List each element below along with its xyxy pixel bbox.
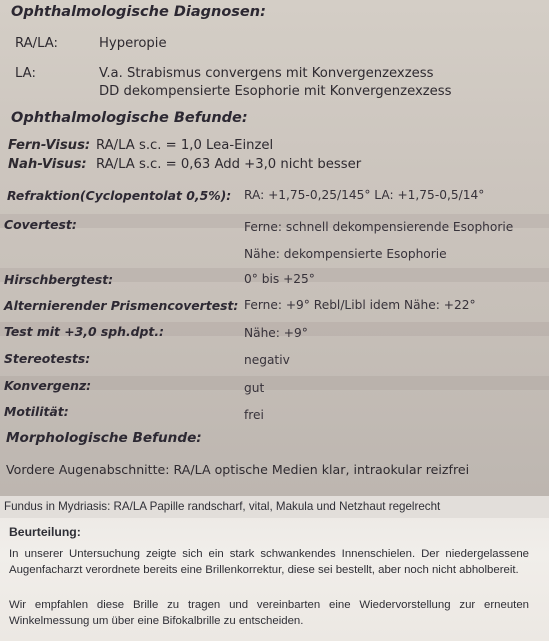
- fern-visus-value: RA/LA s.c. = 1,0 Lea-Einzel: [96, 138, 274, 153]
- diagnosis-label-rala: RA/LA:: [15, 36, 58, 51]
- nah-visus-label: Nah-Visus:: [8, 157, 87, 172]
- prism-covertest-label: Alternierender Prismencovertest:: [4, 298, 239, 313]
- prism-covertest-value: Ferne: +9° Rebl/Libl idem Nähe: +22°: [244, 298, 476, 312]
- scanned-report-section: [0, 496, 549, 641]
- findings-heading: Ophthalmologische Befunde:: [11, 110, 248, 126]
- diagnosis-value-hyperopie: Hyperopie: [99, 36, 167, 51]
- diagnosis-value-esophorie: DD dekompensierte Esophorie mit Konvergenzexzess: [99, 84, 452, 99]
- test-3-label: Test mit +3,0 sph.dpt.:: [4, 324, 165, 339]
- fundus-text: Fundus in Mydriasis: RA/LA Papille randscharf, vital, Makula und Netzhaut regelrecht: [4, 500, 441, 513]
- assessment-heading: Beurteilung:: [9, 525, 81, 539]
- covertest-label: Covertest:: [4, 217, 77, 232]
- stereotests-label: Stereotests:: [4, 351, 91, 366]
- nah-visus-value: RA/LA s.c. = 0,63 Add +3,0 nicht besser: [96, 157, 362, 172]
- konvergenz-label: Konvergenz:: [4, 378, 92, 393]
- morph-heading: Morphologische Befunde:: [6, 430, 202, 446]
- motilitaet-label: Motilität:: [4, 404, 69, 419]
- hirschberg-value: 0° bis +25°: [244, 272, 315, 286]
- covertest-near-value: Nähe: dekompensierte Esophorie: [244, 247, 447, 261]
- hirschberg-label: Hirschbergtest:: [4, 272, 114, 287]
- diagnosis-label-la: LA:: [15, 66, 36, 81]
- assessment-paragraph-1: In unserer Untersuchung zeigte sich ein stark schwankendes Innenschielen. Der niedergelassene Augenfacharzt verordnete bereits eine Brillenkorrektur, diese sei bestellt, aber noch nicht abholbereit.: [9, 548, 529, 576]
- test-3-value: Nähe: +9°: [244, 326, 308, 340]
- motilitaet-value: frei: [244, 408, 264, 422]
- fern-visus-label: Fern-Visus:: [8, 138, 91, 153]
- covertest-far-value: Ferne: schnell dekompensierende Esophorie: [244, 220, 514, 234]
- diagnoses-heading: Ophthalmologische Diagnosen:: [11, 4, 266, 20]
- stereotests-value: negativ: [244, 353, 290, 367]
- vordere-augenabschnitte: Vordere Augenabschnitte: RA/LA optische Medien klar, intraokular reizfrei: [6, 462, 470, 477]
- diagnosis-value-strabismus: V.a. Strabismus convergens mit Konvergenzexzess: [99, 66, 434, 81]
- refraction-label: Refraktion(Cyclopentolat 0,5%):: [7, 188, 232, 203]
- konvergenz-value: gut: [244, 381, 265, 395]
- assessment-paragraph-2: Wir empfahlen diese Brille zu tragen und vereinbarten eine Wiedervorstellung zur erneuten Winkelmessung um über eine Bifokalbrille zu entscheiden.: [9, 599, 529, 627]
- refraction-value: RA: +1,75-0,25/145° LA: +1,75-0,5/14°: [244, 188, 485, 202]
